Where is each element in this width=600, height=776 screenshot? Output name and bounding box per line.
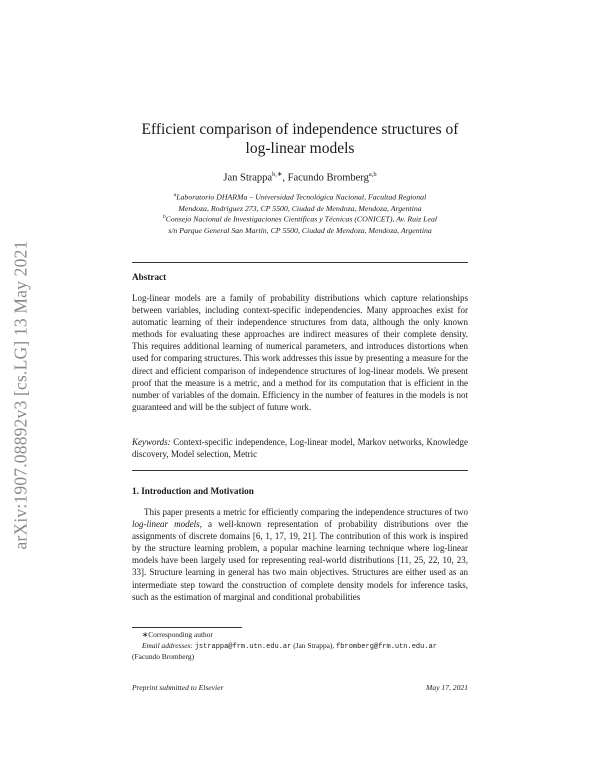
email-2[interactable]: fbromberg@frm.utn.edu.ar <box>336 642 437 651</box>
affiliation-a <box>110 190 490 214</box>
footnotes <box>132 630 468 663</box>
affiliation-line: Laboratorio DHARMa – Universidad Tecnológica Nacional, Facultad Regional <box>176 192 427 202</box>
abstract-text: Log-linear models are a family of probability distributions which capture relationships between variables, including context-specific independencies. Many approaches exist for automatic learning of their independence structures from data, although the only known methods for evaluating these approaches are indirect measures of their complete density. This requires additional learning of numerical parameters, and introduces distortions when used for comparing structures. This work addresses this issue by presenting a measure for the direct and efficient comparison of independence structures of log-linear models. We present proof that the measure is a metric, and a method for its computation that is efficient in the number of variables of the domain. Efficiency in the number of features in the models is not guaranteed and will be the subject of future work. <box>132 293 469 412</box>
corresponding-author-note: ∗Corresponding author <box>142 630 213 639</box>
email-2-name: (Facundo Bromberg) <box>132 652 195 661</box>
footnote-rule <box>132 627 242 628</box>
paper-title <box>100 120 500 158</box>
author-marks: b,∗ <box>272 171 283 178</box>
affiliation-b <box>110 212 490 236</box>
affiliation-line: Consejo Nacional de Investigaciones Científicas y Técnicas (CONICET), Av. Ruiz Leal <box>165 214 438 224</box>
author-list <box>100 170 500 184</box>
author-marks: a,b <box>368 171 377 178</box>
body-text: This paper presents a metric for efficiently comparing the independence structures of two <box>144 507 468 517</box>
footer-date: May 17, 2021 <box>426 683 468 692</box>
abstract-bottom-rule <box>132 470 468 471</box>
author-name: Jan Strappa <box>223 172 273 184</box>
title-line-2: log-linear models <box>245 140 355 157</box>
abstract-top-rule <box>132 262 468 263</box>
affiliation-mark: b <box>162 214 166 220</box>
arxiv-identifier: arXiv:1907.08892v3 [cs.LG] 13 May 2021 <box>10 240 31 550</box>
email-1[interactable]: jstrappa@frm.utn.edu.ar <box>194 642 292 651</box>
body-text: , a well-known representation of probability distributions over the assignments of discrete domains [6, 1, 17, 19, 21]. The contribution of this work is inspired by the structure learning problem, a popular machine learning technique where log-linear models have been largely used for representing real-world distributions [11, 25, 22, 10, 23, 33]. Structure learning in general has two main objectives. Structures are either used as an intermediate step toward the construction of complete density models for inference tasks, such as the estimation of marginal and conditional probabilities <box>132 519 468 602</box>
author-separator: , <box>282 172 288 184</box>
title-line-1: Efficient comparison of independence structures of <box>141 121 459 138</box>
email-label: Email addresses: <box>142 640 193 650</box>
keywords-list: Context-specific independence, Log-linear model, Markov networks, Knowledge discovery, Model selection, Metric <box>132 437 468 460</box>
abstract-heading: Abstract <box>132 272 167 282</box>
keywords <box>132 436 468 460</box>
email-addresses <box>132 641 468 653</box>
affiliation-line: Mendoza, Rodríguez 273, CP 5500, Ciudad de Mendoza, Mendoza, Argentina <box>178 203 422 213</box>
emphasis-text: log-linear models <box>132 519 200 530</box>
section-1-heading: 1. Introduction and Motivation <box>132 486 254 496</box>
author-name: Facundo Bromberg <box>287 172 369 184</box>
keywords-label: Keywords: <box>132 437 171 447</box>
arxiv-side-stamp <box>6 205 36 585</box>
email-1-name: (Jan Strappa), <box>293 640 335 650</box>
footer-preprint-note: Preprint submitted to Elsevier <box>132 683 224 692</box>
affiliation-mark: a <box>173 192 177 198</box>
section-1-text <box>132 506 468 603</box>
affiliation-line: s/n Parque General San Martín, CP 5500, Ciudad de Mendoza, Mendoza, Argentina <box>168 225 432 235</box>
